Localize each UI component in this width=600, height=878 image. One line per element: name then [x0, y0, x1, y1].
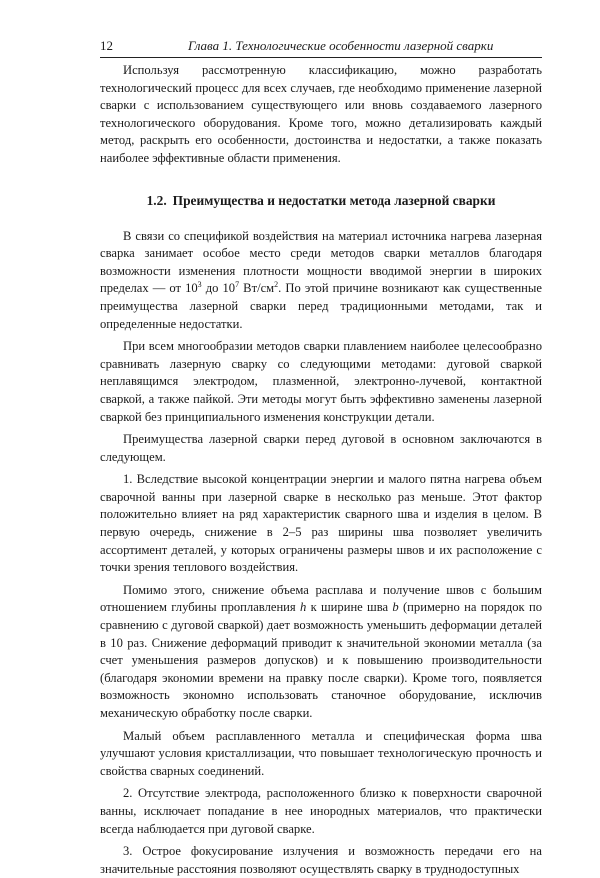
- text-run: Помимо этого, снижение объема расплава и получение швов с большим отношением глубины проплавления: [100, 582, 542, 615]
- section-title: Преимущества и недостатки метода лазерной сварки: [172, 192, 496, 208]
- paragraph-item-2: 2. Отсутствие электрода, расположенного близко к поверхности сварочной ванны, исключает попадание в нее инородных материалов, что практически всегда наблюдается при дуговой сварке.: [100, 786, 542, 836]
- superscript: 2: [274, 280, 279, 290]
- paragraph-advantages-intro: Преимущества лазерной сварки перед дуговой в основном заключаются в следующем.: [100, 432, 542, 464]
- running-title: Глава 1. Технологические особенности лазерной сварки: [188, 38, 494, 53]
- body-text: [100, 62, 542, 878]
- variable-h: h: [300, 600, 307, 615]
- page-number: 12: [100, 38, 113, 53]
- superscript: 7: [235, 280, 240, 290]
- text-run: Вт/см: [239, 281, 275, 296]
- text-run: В связи со спецификой воздействия на материал источника нагрева лазерная сварка занимает особое место среди методов сварки металлов благодаря возможности изменения плотности мощности вводимой энергии в широких пределах — от 10: [100, 228, 542, 296]
- paragraph-item-3: 3. Острое фокусирование излучения и возможность передачи его на значительные расстояния позволяют осуществлять сварку в труднодоступных: [100, 844, 542, 876]
- paragraph-power-density: [100, 228, 542, 334]
- paragraph-crystallization: Малый объем расплавленного металла и специфическая форма шва улучшают условия кристаллизации, что повышает технологическую прочность и свойства сварных соединений.: [100, 728, 542, 778]
- paragraph-intro: Используя рассмотренную классификацию, можно разработать технологический процесс для всех случаев, где необходимо применение лазерной сварки с использованием существующего или вновь создаваемого лазерного технологического оборудования. Кроме того, можно детализировать каждый метод, раскрыть его особенности, достоинства и недостатки, а также показать наиболее эффективные области применения.: [100, 63, 542, 165]
- paragraph-deformation: [100, 582, 542, 723]
- text-run: . По этой причине возникают как существенные преимущества лазерной сварки перед традиционными методами, так и определенные недостатки.: [100, 281, 542, 331]
- section-heading: [100, 192, 542, 210]
- superscript: 3: [197, 280, 202, 290]
- text-run: (примерно на порядок по сравнению с дуговой сваркой) дает возможность уменьшить деформации деталей в 10 раз. Снижение деформаций приводит к значительной экономии металла (за счет уменьшения размеров допусков) и к повышению производительности (благодаря экономии времени на правку после сварки). Кроме того, появляется возможность экономно использовать станочное оборудование, исключив механическую обработку после сварки.: [100, 600, 542, 720]
- text-run: к ширине шва: [306, 600, 393, 615]
- paragraph-comparison: При всем многообразии методов сварки плавлением наиболее целесообразно сравнивать лазерную сварку со следующими методами: дуговой сваркой неплавящимся электродом, плазменной, электронно-лучевой, контактной сваркой, а также пайкой. Эти методы могут быть эффективно заменены лазерной сваркой без принципиального изменения конструкции детали.: [100, 339, 542, 424]
- variable-b: b: [392, 600, 399, 615]
- header-rule: [100, 57, 542, 58]
- section-number: 1.2.: [146, 192, 167, 208]
- running-head: [100, 38, 542, 54]
- paragraph-item-1: 1. Вследствие высокой концентрации энергии и малого пятна нагрева объем сварочной ванны при лазерной сварке в несколько раз меньше. Этот фактор положительно влияет на ряд характеристик сварного шва и изделия в целом. В первую очередь, снижение в 2–5 раз ширины шва позволяет увеличить ассортимент деталей, у которых ограничены размеры швов и их расположение с точки зрения теплового воздействия.: [100, 472, 542, 575]
- text-run: до 10: [201, 281, 236, 296]
